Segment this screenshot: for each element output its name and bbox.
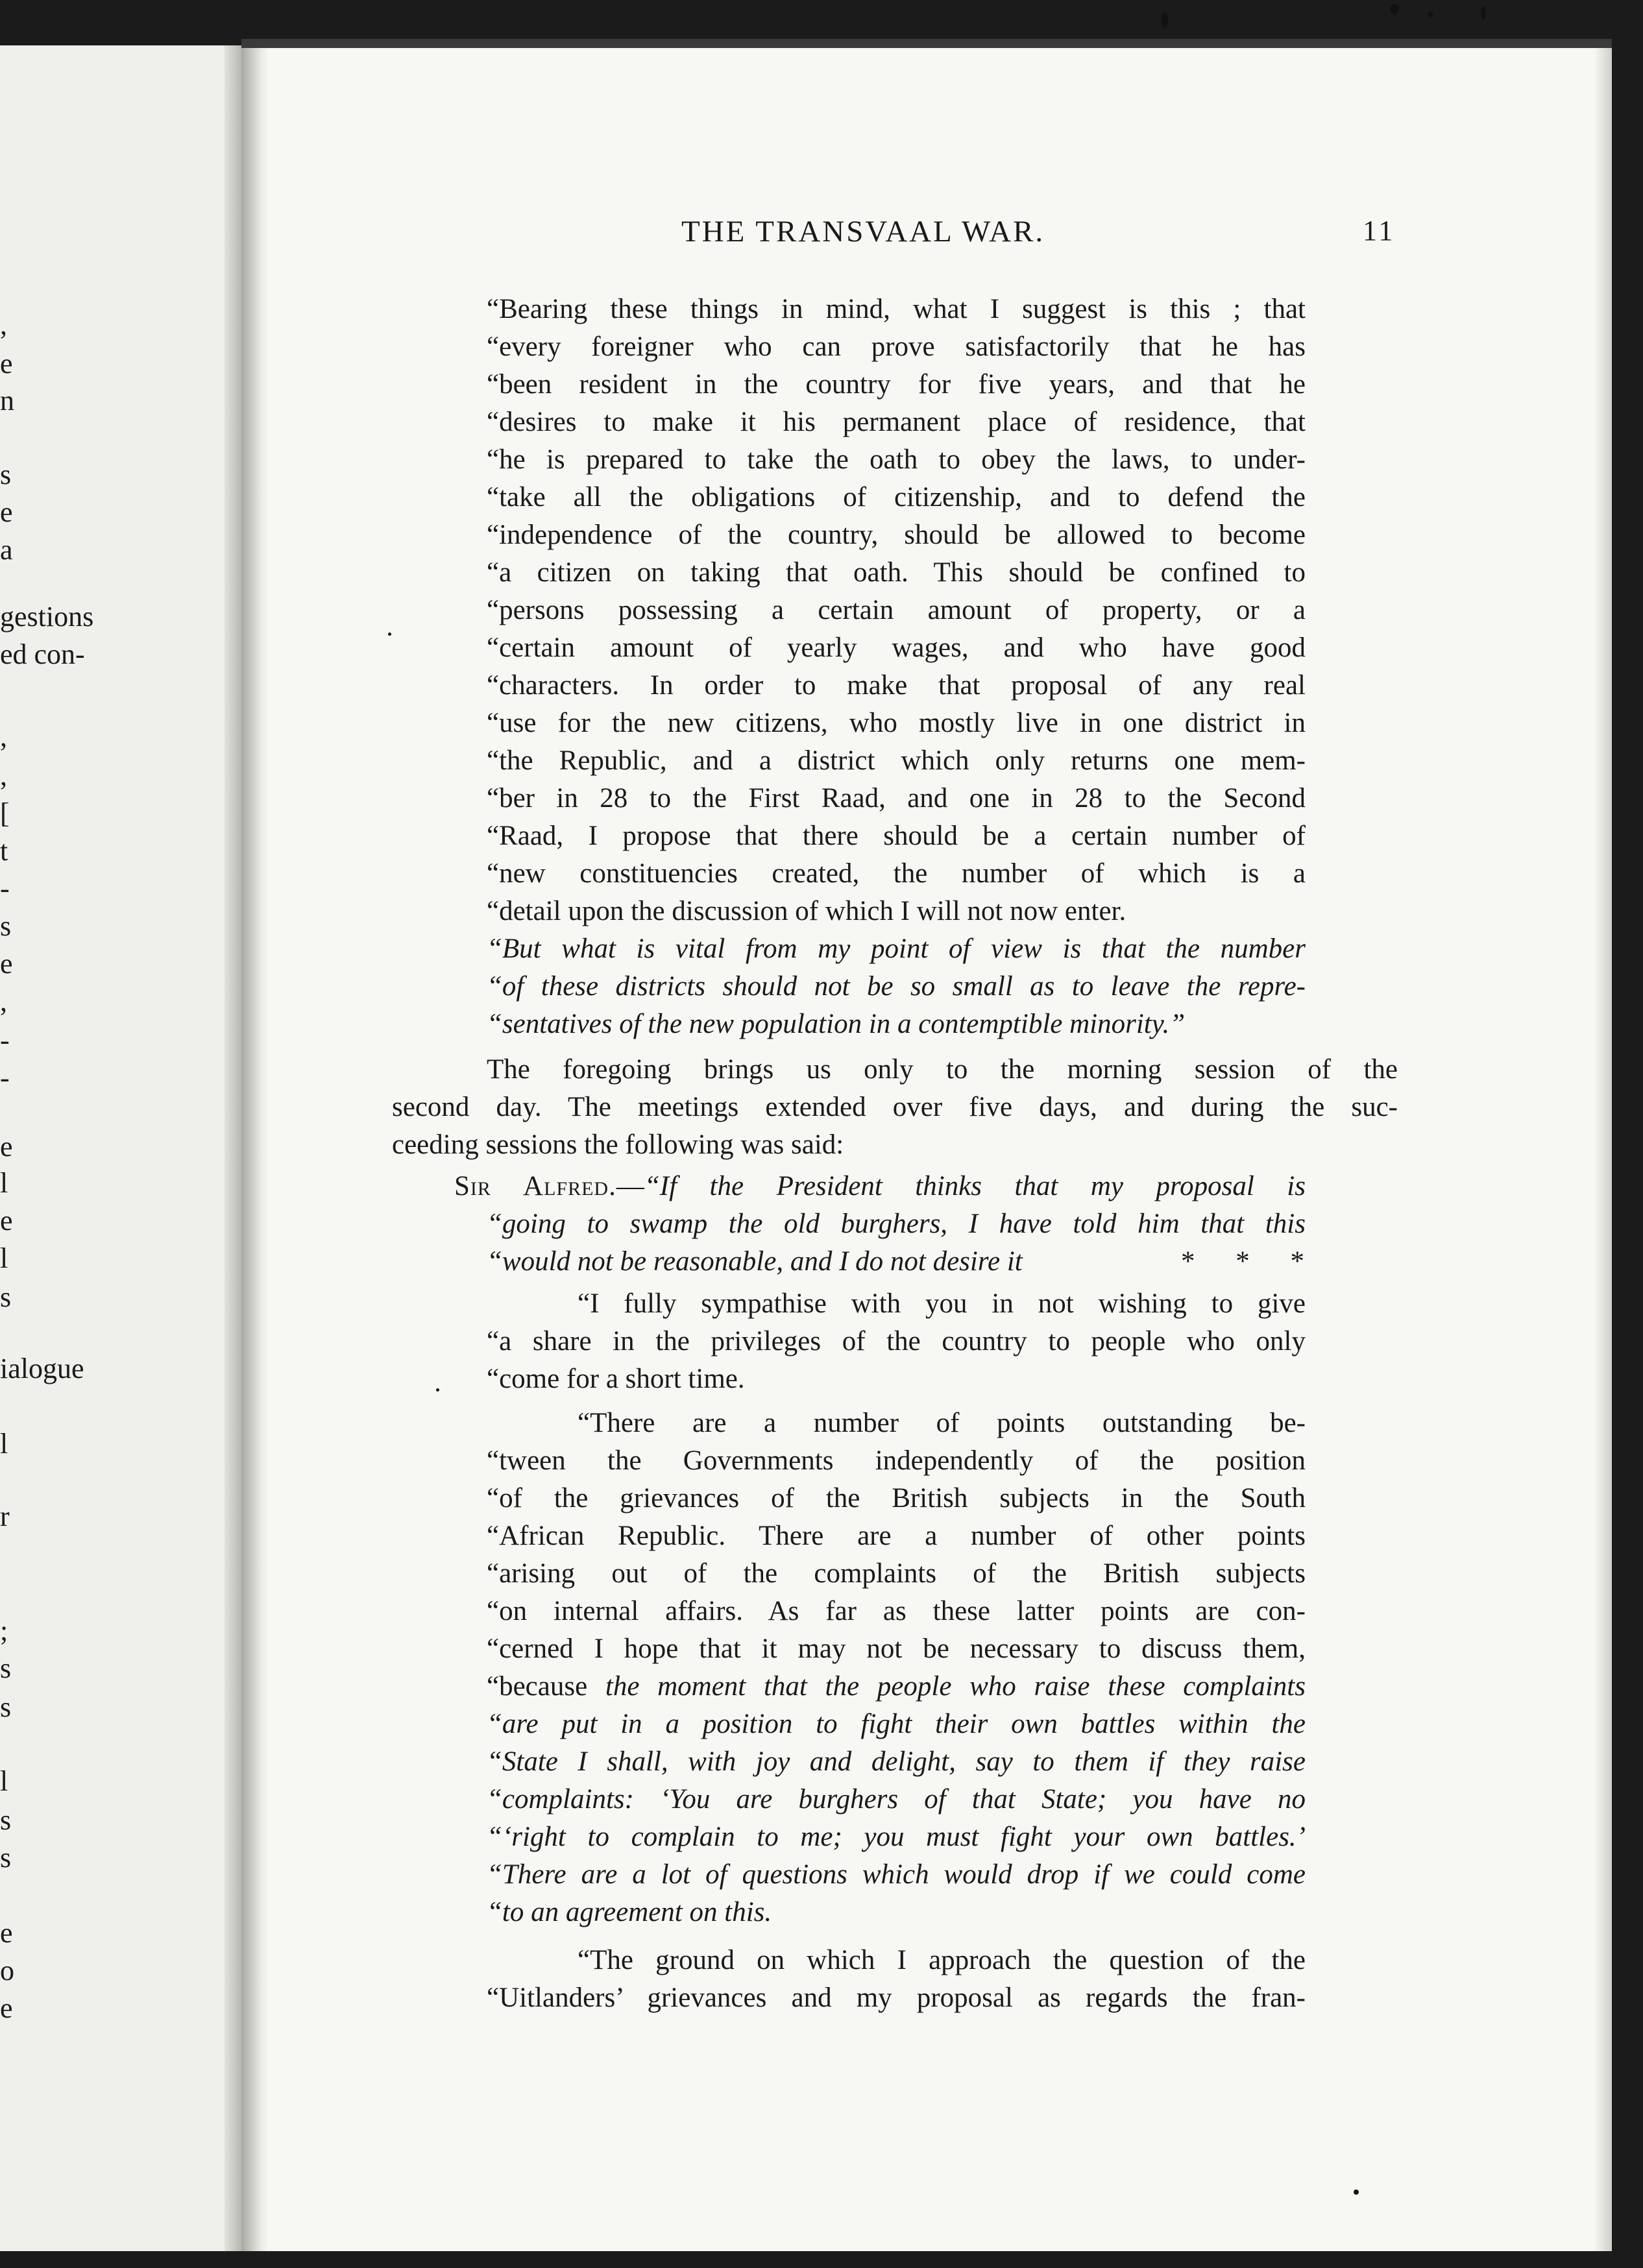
body-text-line: “use for the new citizens, who mostly live in one district in: [487, 708, 1306, 738]
speech-text-line: “cerned I hope that it may not be necessary to discuss them,: [487, 1634, 1306, 1664]
speech-text-line: “There are a lot of questions which would drop if we could come: [487, 1859, 1306, 1890]
body-text-line: “independence of the country, should be allowed to become: [487, 520, 1306, 550]
left-page-fragment: l: [0, 1242, 8, 1274]
body-text-line: “Raad, I propose that there should be a certain number of: [487, 821, 1306, 851]
left-page-fragment: l: [0, 1167, 8, 1199]
body-text-line: “been resident in the country for five years, and that he: [487, 369, 1306, 400]
left-page-fragment: -: [0, 873, 10, 904]
speech-text-line: “come for a short time.: [487, 1364, 745, 1394]
body-text-line: “new constituencies created, the number of which is a: [487, 858, 1306, 889]
speech-text-line: “on internal affairs. As far as these latter points are con-: [487, 1596, 1306, 1626]
speech-text-line: “arising out of the complaints of the British subjects: [487, 1558, 1306, 1589]
body-text-line: “he is prepared to take the oath to obey the laws, to under-: [487, 444, 1306, 475]
left-page-fragment: -: [0, 1024, 10, 1056]
speech-text-line: “of the grievances of the British subjects in the South: [487, 1483, 1306, 1514]
left-page-fragment: gestions: [0, 601, 94, 633]
left-page-fragment: n: [0, 385, 14, 416]
left-page-gutter: [225, 45, 241, 2251]
body-text-line: “ber in 28 to the First Raad, and one in 28 to the Second: [487, 783, 1306, 814]
left-page-fragment: e: [0, 948, 13, 980]
left-page-fragment: s: [0, 1652, 12, 1684]
body-text-line: “of these districts should not be so small as to leave the repre-: [487, 971, 1306, 1002]
left-page-fragment: s: [0, 459, 12, 490]
left-page-fragment: s: [0, 1281, 12, 1313]
speech-text-line: “State I shall, with joy and delight, say to them if they raise: [487, 1746, 1306, 1777]
body-text-line: second day. The meetings extended over five days, and during the suc-: [392, 1092, 1398, 1122]
left-page-fragment: r: [0, 1501, 10, 1532]
italic-segment: the moment that the people who raise these complaints: [605, 1671, 1306, 1702]
left-page-fragment: ,: [0, 309, 7, 341]
speech-text-line: “The ground on which I approach the question of the: [578, 1945, 1306, 1975]
scan-speck: [388, 633, 391, 636]
speech-text-line: [487, 1672, 1306, 1700]
sir-alfred-first-line: [454, 1172, 1306, 1200]
body-text-line: “the Republic, and a district which only returns one mem-: [487, 745, 1306, 776]
left-page-fragment: e: [0, 496, 13, 528]
left-page-fragment: ;: [0, 1615, 8, 1647]
speech-text: “If the President thinks that my proposal is: [644, 1171, 1306, 1201]
page-number: 11: [1363, 215, 1396, 247]
left-page-fragment: ,: [0, 985, 7, 1017]
left-page-fragment: s: [0, 1804, 12, 1836]
left-page-fragment: e: [0, 1917, 13, 1949]
body-text-line: “characters. In order to make that proposal of any real: [487, 670, 1306, 701]
scan-speck: [1354, 2190, 1359, 2195]
scan-speck: [1481, 6, 1486, 19]
body-text-line: The foregoing brings us only to the morning session of the: [487, 1054, 1398, 1085]
sir-alfred-line: “would not be reasonable, and I do not desire it: [487, 1246, 1023, 1277]
speech-text-line: “I fully sympathise with you in not wishing to give: [578, 1288, 1306, 1319]
left-page-fragment: a: [0, 534, 13, 566]
body-text-line: ceeding sessions the following was said:: [392, 1129, 844, 1160]
left-page-fragment: ialogue: [0, 1353, 84, 1384]
body-text-line: “certain amount of yearly wages, and who have good: [487, 633, 1306, 663]
scan-speck: [1162, 12, 1168, 29]
speech-text-line: “to an agreement on this.: [487, 1897, 772, 1927]
left-page-fragment: ,: [0, 760, 7, 791]
roman-segment: “because: [487, 1671, 605, 1702]
body-text-line: “persons possessing a certain amount of property, or a: [487, 595, 1306, 625]
ellipsis-asterisks: * * *: [1181, 1246, 1304, 1277]
speaker-dash: —: [616, 1171, 644, 1201]
body-text-line: “But what is vital from my point of view is that the number: [487, 934, 1306, 964]
speech-text-line: “are put in a position to fight their own battles within the: [487, 1709, 1306, 1739]
speech-text-line: “complaints: ‘You are burghers of that State; you have no: [487, 1784, 1306, 1815]
left-page-fragment: l: [0, 1765, 8, 1797]
page-right-edge: [1594, 48, 1612, 2251]
speech-text-line: “a share in the privileges of the country to people who only: [487, 1326, 1306, 1357]
page-top-edge: [241, 39, 1612, 48]
body-text-line: “every foreigner who can prove satisfactorily that he has: [487, 332, 1306, 362]
page-header: [0, 214, 1643, 259]
scan-speck: [1390, 4, 1399, 14]
speaker-name: Sir Alfred.: [454, 1171, 616, 1201]
left-page-fragment: e: [0, 1992, 13, 2024]
speech-text-line: “tween the Governments independently of the position: [487, 1445, 1306, 1476]
left-page-fragment: e: [0, 1131, 13, 1163]
scan-speck: [1428, 12, 1433, 17]
left-page-fragment: o: [0, 1955, 14, 1986]
body-text-line: “Bearing these things in mind, what I suggest is this ; that: [487, 294, 1306, 324]
left-page-fragment: ed con-: [0, 638, 85, 670]
speech-text-line: “‘right to complain to me; you must fight your own battles.’: [487, 1822, 1306, 1852]
left-page-fragment: l: [0, 1428, 8, 1460]
left-page-fragment: s: [0, 1691, 12, 1723]
left-facing-page: [0, 45, 241, 2251]
speech-text-line: “Uitlanders’ grievances and my proposal as regards the fran-: [487, 1983, 1306, 2013]
left-page-fragment: -: [0, 1062, 10, 1094]
left-page-fragment: ,: [0, 721, 7, 753]
body-text-line: “sentatives of the new population in a contemptible minority.”: [487, 1009, 1186, 1039]
left-page-fragment: e: [0, 348, 13, 380]
left-page-fragment: e: [0, 1205, 13, 1237]
running-title: THE TRANSVAAL WAR.: [681, 215, 1045, 248]
body-text-line: “a citizen on taking that oath. This should be confined to: [487, 557, 1306, 588]
left-page-fragment: s: [0, 1842, 12, 1874]
body-text-line: “desires to make it his permanent place of residence, that: [487, 407, 1306, 437]
spine-shadow: [241, 48, 269, 2251]
scan-speck: [436, 1388, 439, 1392]
speech-text-line: “African Republic. There are a number of other points: [487, 1521, 1306, 1551]
left-page-fragment: t: [0, 835, 8, 867]
sir-alfred-line: “going to swamp the old burghers, I have told him that this: [487, 1209, 1306, 1239]
body-text-line: “take all the obligations of citizenship, and to defend the: [487, 482, 1306, 513]
left-page-fragment: s: [0, 910, 12, 942]
body-text-line: “detail upon the discussion of which I will not now enter.: [487, 896, 1126, 926]
left-page-fragment: [: [0, 797, 10, 829]
speech-text-line: “There are a number of points outstanding be-: [578, 1408, 1306, 1438]
